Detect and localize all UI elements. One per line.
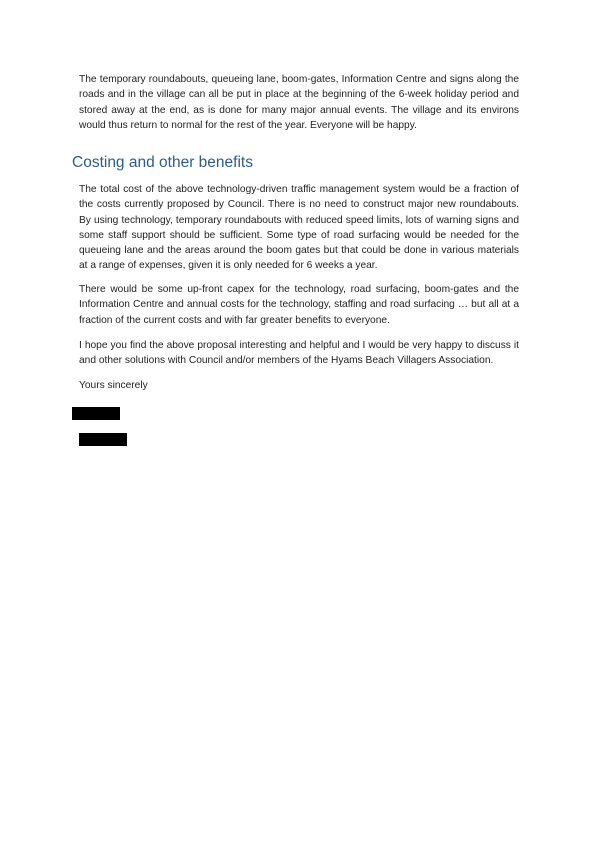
capex-paragraph: There would be some up-front capex for the technology, road surfacing, boom-gates and the Information Centre and annual costs for the technology, staffing and road surfacing … but all at a fraction of the current costs and with far greater benefits to everyone.	[79, 284, 519, 326]
redacted-name	[79, 433, 127, 446]
cost-paragraph: The total cost of the above technology-driven traffic management system would be a fraction of the costs currently proposed by Council. There is no need to construct major new roundabouts. By using technology, temporary roundabouts with reduced speed limits, lots of warning signs and some staff support should be sufficient. Some type of road surfacing would be needed for the queueing lane and the areas around the boom gates but that could be done in various materials at a range of expenses, given it is only needed for 6 weeks a year.	[79, 184, 519, 272]
redacted-signature	[72, 407, 120, 420]
section-heading: Costing and other benefits	[72, 154, 253, 171]
intro-paragraph: The temporary roundabouts, queueing lane, boom-gates, Information Centre and signs along the roads and in the village can all be put in place at the beginning of the 6-week holiday period and stored away at the end, as is done for many major annual events. The village and its environs would thus return to normal for the rest of the year. Everyone will be happy.	[79, 74, 519, 131]
closing-paragraph: I hope you find the above proposal interesting and helpful and I would be very happy to discuss it and other solutions with Council and/or members of the Hyams Beach Villagers Association.	[79, 340, 519, 367]
sign-off: Yours sincerely	[79, 380, 148, 391]
